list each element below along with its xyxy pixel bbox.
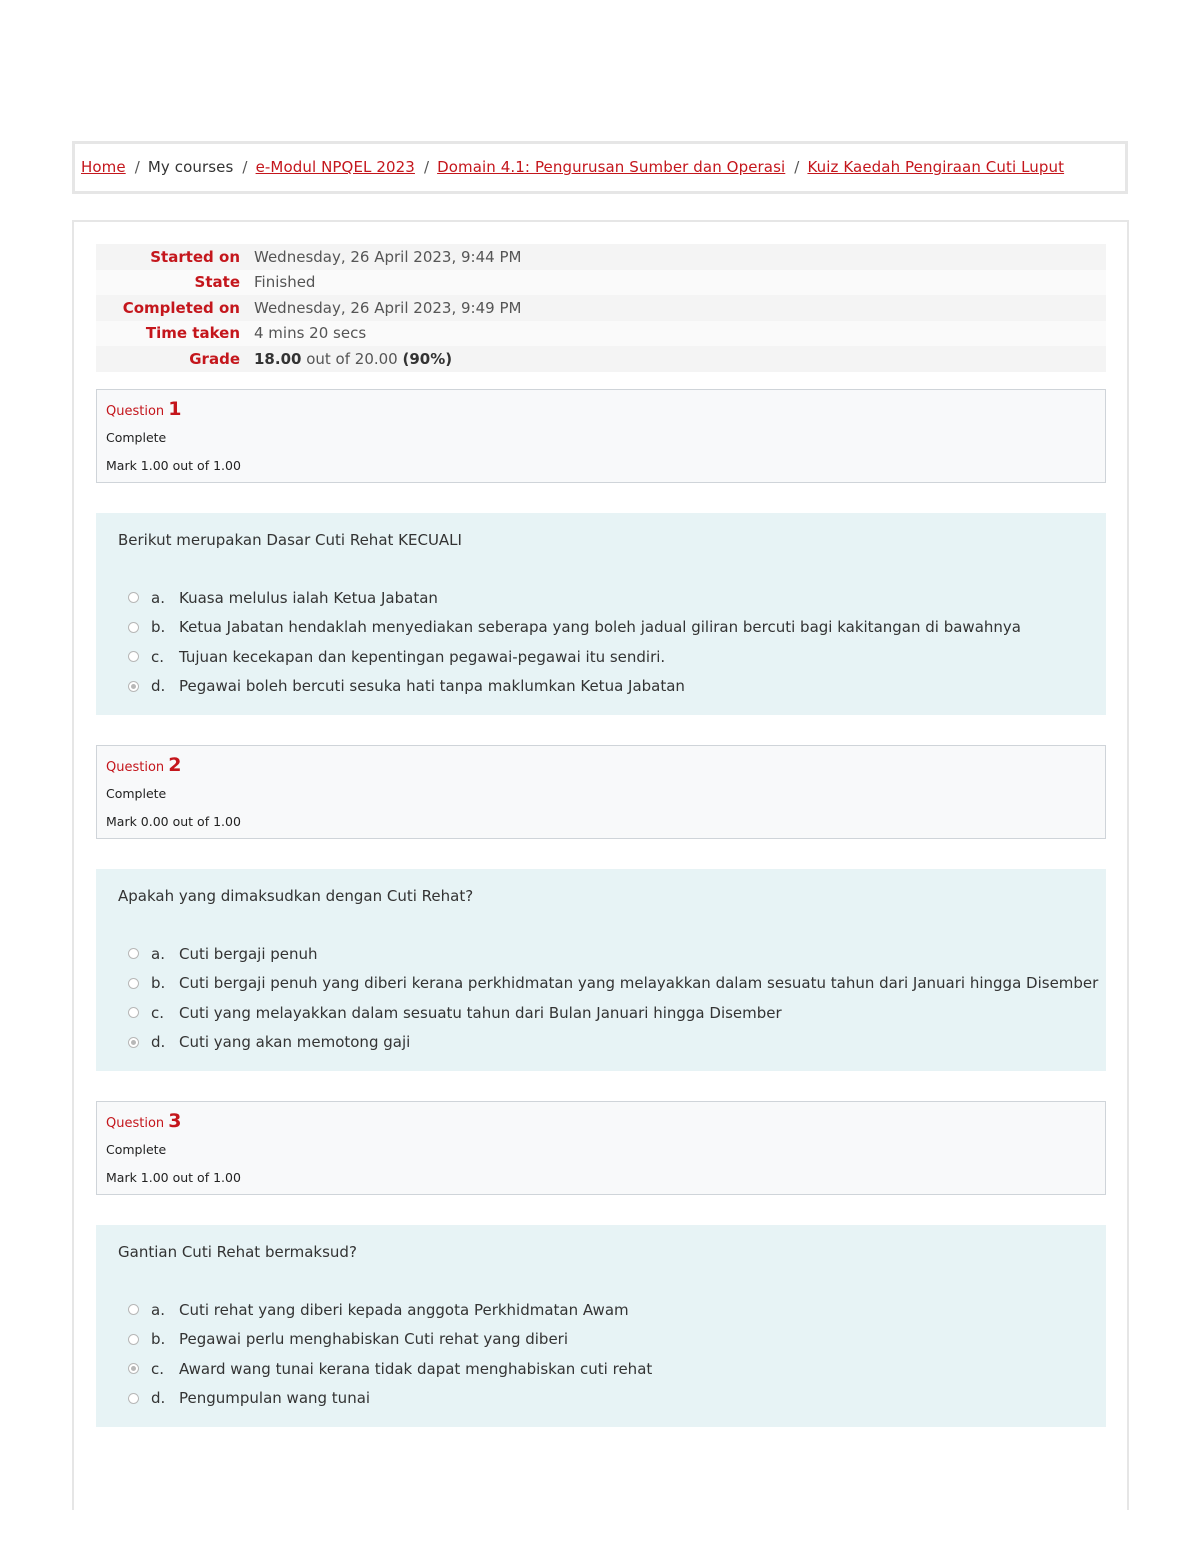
breadcrumb-course-link[interactable]: e-Modul NPQEL 2023 bbox=[255, 158, 415, 176]
answer-text: Cuti bergaji penuh yang diberi kerana perkhidmatan yang melayakkan dalam sesuatu tahun dari Januari hingga Disember bbox=[179, 974, 1099, 993]
question-label: Question bbox=[106, 1116, 165, 1131]
answer-text: Pegawai perlu menghabiskan Cuti rehat yang diberi bbox=[179, 1330, 569, 1349]
breadcrumb-separator: / bbox=[242, 158, 248, 176]
summary-row-started bbox=[96, 244, 1106, 270]
answer-text: Pengumpulan wang tunai bbox=[179, 1389, 371, 1408]
answer-text: Cuti bergaji penuh bbox=[179, 944, 318, 963]
answer-text: Tujuan kecekapan dan kepentingan pegawai-pegawai itu sendiri. bbox=[179, 647, 666, 666]
question-state: Complete bbox=[106, 430, 167, 445]
answer-letter: c. bbox=[151, 1359, 165, 1378]
summary-label: State bbox=[194, 273, 240, 292]
question-number-value: 1 bbox=[168, 398, 182, 420]
question-info-1 bbox=[96, 389, 1106, 483]
question-number-value: 3 bbox=[168, 1110, 182, 1132]
question-info-2 bbox=[96, 745, 1106, 839]
answer-option[interactable] bbox=[128, 939, 1098, 969]
answer-text: Cuti yang melayakkan dalam sesuatu tahun dari Bulan Januari hingga Disember bbox=[179, 1003, 782, 1022]
radio-button[interactable] bbox=[128, 622, 139, 633]
breadcrumb-domain-link[interactable]: Domain 4.1: Pengurusan Sumber dan Operasi bbox=[437, 158, 786, 176]
summary-value: Wednesday, 26 April 2023, 9:49 PM bbox=[254, 298, 522, 317]
summary-label: Time taken bbox=[145, 324, 240, 343]
radio-button[interactable] bbox=[128, 1007, 139, 1018]
answer-list bbox=[128, 583, 1021, 701]
answer-letter: d. bbox=[151, 677, 166, 696]
answer-option[interactable] bbox=[128, 998, 1098, 1028]
question-number-value: 2 bbox=[168, 754, 182, 776]
question-number bbox=[106, 754, 182, 776]
attempt-summary-table bbox=[96, 244, 1106, 372]
answer-letter: a. bbox=[151, 1300, 165, 1319]
answer-option[interactable] bbox=[128, 583, 1021, 613]
question-number bbox=[106, 398, 182, 420]
answer-option[interactable] bbox=[128, 1028, 1098, 1058]
summary-label: Completed on bbox=[122, 298, 240, 317]
question-text: Gantian Cuti Rehat bermaksud? bbox=[118, 1243, 357, 1261]
answer-text: Cuti yang akan memotong gaji bbox=[179, 1033, 411, 1052]
answer-option[interactable] bbox=[128, 672, 1021, 702]
answer-option[interactable] bbox=[128, 642, 1021, 672]
question-mark: Mark 0.00 out of 1.00 bbox=[106, 814, 241, 829]
question-number bbox=[106, 1110, 182, 1132]
answer-option[interactable] bbox=[128, 1384, 652, 1414]
answer-letter: c. bbox=[151, 647, 165, 666]
answer-letter: a. bbox=[151, 944, 165, 963]
question-mark: Mark 1.00 out of 1.00 bbox=[106, 1170, 241, 1185]
question-state: Complete bbox=[106, 786, 167, 801]
question-info-3 bbox=[96, 1101, 1106, 1195]
answer-letter: d. bbox=[151, 1389, 166, 1408]
answer-list bbox=[128, 939, 1098, 1057]
breadcrumb-separator: / bbox=[794, 158, 800, 176]
answer-option[interactable] bbox=[128, 1354, 652, 1384]
question-label: Question bbox=[106, 404, 165, 419]
answer-option[interactable] bbox=[128, 1325, 652, 1355]
breadcrumb-home-link[interactable]: Home bbox=[81, 158, 126, 176]
question-label: Question bbox=[106, 760, 165, 775]
grade-percent: (90%) bbox=[402, 349, 453, 368]
summary-row-time bbox=[96, 321, 1106, 347]
answer-text: Cuti rehat yang diberi kepada anggota Perkhidmatan Awam bbox=[179, 1300, 629, 1319]
radio-button[interactable] bbox=[128, 948, 139, 959]
answer-letter: b. bbox=[151, 974, 166, 993]
grade-score: 18.00 bbox=[254, 349, 302, 368]
answer-text: Kuasa melulus ialah Ketua Jabatan bbox=[179, 588, 438, 607]
radio-button-selected[interactable] bbox=[128, 1363, 139, 1374]
answer-text: Award wang tunai kerana tidak dapat menghabiskan cuti rehat bbox=[179, 1359, 653, 1378]
summary-label: Grade bbox=[189, 349, 240, 368]
summary-row-grade bbox=[96, 346, 1106, 372]
answer-text: Pegawai boleh bercuti sesuka hati tanpa maklumkan Ketua Jabatan bbox=[179, 677, 685, 696]
summary-row-completed bbox=[96, 295, 1106, 321]
summary-value: 4 mins 20 secs bbox=[254, 324, 367, 343]
answer-text: Ketua Jabatan hendaklah menyediakan seberapa yang boleh jadual giliran bercuti bagi kakitangan di bawahnya bbox=[179, 618, 1021, 637]
radio-button[interactable] bbox=[128, 1304, 139, 1315]
question-content-2 bbox=[96, 869, 1106, 1071]
radio-button[interactable] bbox=[128, 1334, 139, 1345]
breadcrumb-separator: / bbox=[134, 158, 140, 176]
grade-total: out of 20.00 bbox=[301, 349, 403, 368]
question-content-3 bbox=[96, 1225, 1106, 1427]
answer-option[interactable] bbox=[128, 1295, 652, 1325]
radio-button-selected[interactable] bbox=[128, 681, 139, 692]
summary-row-state bbox=[96, 270, 1106, 296]
breadcrumb-my-courses: My courses bbox=[147, 158, 234, 176]
summary-label: Started on bbox=[150, 247, 240, 266]
question-state: Complete bbox=[106, 1142, 167, 1157]
answer-list bbox=[128, 1295, 652, 1413]
answer-option[interactable] bbox=[128, 613, 1021, 643]
radio-button[interactable] bbox=[128, 1393, 139, 1404]
radio-button[interactable] bbox=[128, 978, 139, 989]
radio-button-selected[interactable] bbox=[128, 1037, 139, 1048]
radio-button[interactable] bbox=[128, 592, 139, 603]
breadcrumb-separator: / bbox=[423, 158, 430, 176]
answer-letter: c. bbox=[151, 1003, 165, 1022]
question-mark: Mark 1.00 out of 1.00 bbox=[106, 458, 241, 473]
question-content-1 bbox=[96, 513, 1106, 715]
breadcrumb-bar bbox=[72, 141, 1128, 194]
summary-value bbox=[252, 350, 452, 368]
breadcrumb bbox=[81, 158, 1064, 176]
breadcrumb-quiz-link[interactable]: Kuiz Kaedah Pengiraan Cuti Luput bbox=[807, 158, 1065, 176]
radio-button[interactable] bbox=[128, 651, 139, 662]
answer-letter: b. bbox=[151, 1330, 166, 1349]
summary-value: Finished bbox=[254, 273, 316, 292]
answer-letter: b. bbox=[151, 618, 166, 637]
answer-letter: d. bbox=[151, 1033, 166, 1052]
summary-value: Wednesday, 26 April 2023, 9:44 PM bbox=[254, 247, 522, 266]
answer-option[interactable] bbox=[128, 969, 1098, 999]
answer-letter: a. bbox=[151, 588, 165, 607]
question-text: Berikut merupakan Dasar Cuti Rehat KECUALI bbox=[118, 531, 462, 549]
question-text: Apakah yang dimaksudkan dengan Cuti Rehat? bbox=[118, 887, 474, 905]
